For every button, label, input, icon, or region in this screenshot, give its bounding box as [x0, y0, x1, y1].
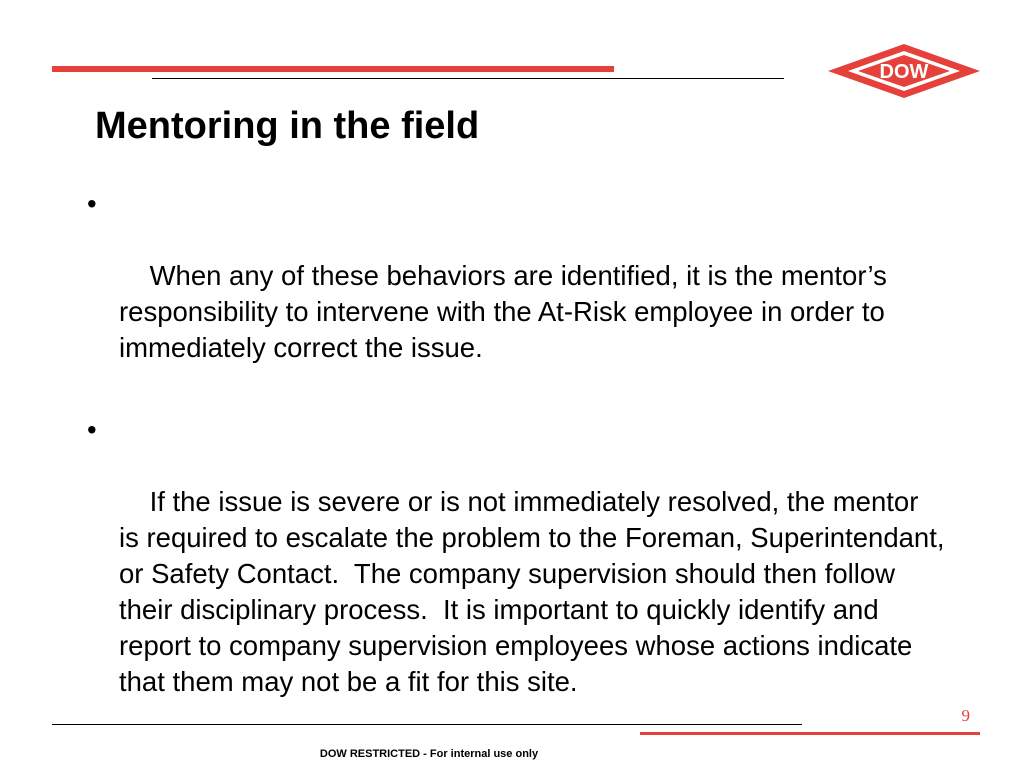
logo-text: DOW: [879, 61, 929, 83]
bullet-list: [85, 186, 953, 746]
top-black-rule: [152, 78, 784, 79]
top-red-rule: [52, 66, 614, 72]
bullet-glyph: •: [87, 414, 97, 445]
bullet-item: [85, 186, 945, 402]
bullet-item: [85, 412, 953, 736]
slide-title: Mentoring in the field: [95, 105, 480, 147]
bottom-red-rule: [640, 732, 980, 735]
dow-logo-icon: [826, 42, 982, 100]
bullet-text: When any of these behaviors are identified, it is the mentor’s responsibility to intervene with the At-Risk employee in order to immediately correct the issue.: [119, 260, 895, 363]
footer-classification: DOW RESTRICTED - For internal use only: [319, 748, 539, 760]
page-number: 9: [961, 706, 970, 725]
bullet-glyph: •: [87, 188, 97, 219]
bottom-black-rule: [52, 724, 802, 725]
bullet-text: If the issue is severe or is not immediately resolved, the mentor is required to escalate the problem to the Foreman, Superintendant, or Safety Contact. The company supervision should then follow their disciplinary process. It is important to quickly identify and report to company supervision employees whose actions indicate that them may not be a fit for this site.: [119, 486, 953, 697]
